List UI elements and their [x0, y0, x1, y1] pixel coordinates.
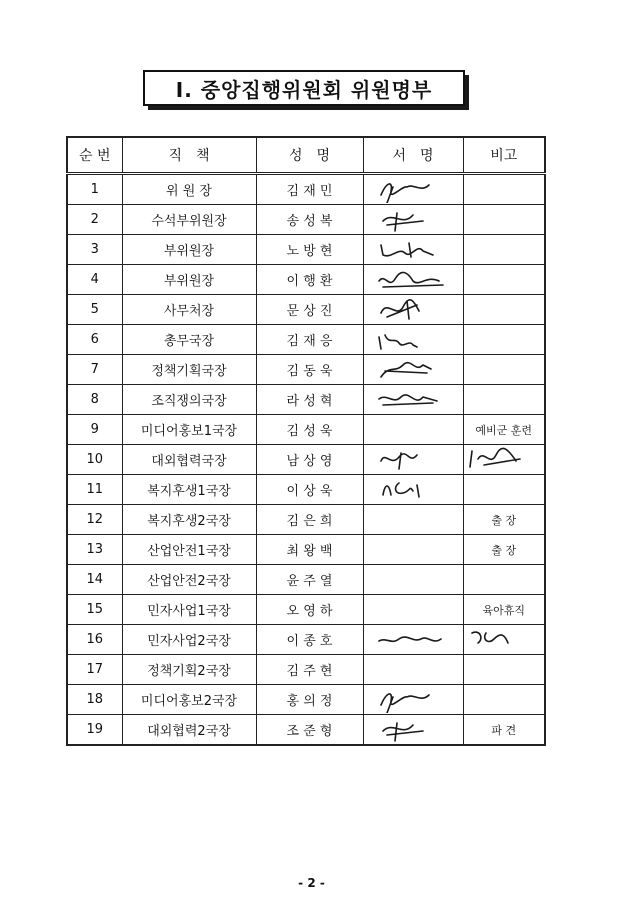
- row-name: 홍 의 정: [256, 685, 363, 715]
- row-remarks: [463, 685, 545, 715]
- remarks-signature: [464, 625, 544, 651]
- row-remarks: [463, 355, 545, 385]
- row-name: 송 성 복: [256, 205, 363, 235]
- row-number: 2: [67, 205, 122, 235]
- header-number: 순 번: [67, 137, 122, 174]
- row-number: 13: [67, 535, 122, 565]
- row-position: 부위원장: [122, 265, 256, 295]
- row-position: 총무국장: [122, 325, 256, 355]
- row-remarks: [463, 655, 545, 685]
- row-name: 김 성 욱: [256, 415, 363, 445]
- remarks-signature: [464, 445, 544, 471]
- row-remarks: [463, 505, 545, 535]
- row-number: 12: [67, 505, 122, 535]
- row-name: 조 준 형: [256, 715, 363, 746]
- table-row: [67, 325, 545, 355]
- row-remarks: [463, 565, 545, 595]
- row-position: 위 원 장: [122, 174, 256, 205]
- row-number: 16: [67, 625, 122, 655]
- row-position: 복지후생1국장: [122, 475, 256, 505]
- row-name: 윤 주 열: [256, 565, 363, 595]
- row-remarks-text: 육아휴직: [482, 603, 525, 617]
- row-remarks: [463, 715, 545, 746]
- row-name: 남 상 영: [256, 445, 363, 475]
- table-row: [67, 655, 545, 685]
- handwritten-signature: [373, 477, 453, 503]
- row-remarks: [463, 235, 545, 265]
- row-remarks: [463, 415, 545, 445]
- row-remarks-text: 출 장: [491, 543, 517, 557]
- row-position: 정책기획2국장: [122, 655, 256, 685]
- row-remarks: [463, 205, 545, 235]
- row-position: 수석부위원장: [122, 205, 256, 235]
- row-number: 5: [67, 295, 122, 325]
- committee-roster-table: [66, 136, 546, 746]
- row-position: 정책기획국장: [122, 355, 256, 385]
- table-row: [67, 415, 545, 445]
- table-row: [67, 595, 545, 625]
- table-row: [67, 565, 545, 595]
- header-position: 직 책: [122, 137, 256, 174]
- handwritten-signature: [373, 177, 453, 203]
- handwritten-signature: [373, 687, 453, 713]
- row-signature: [363, 415, 463, 445]
- row-name: 이 행 환: [256, 265, 363, 295]
- row-position: 민자사업1국장: [122, 595, 256, 625]
- handwritten-signature: [373, 297, 453, 323]
- row-remarks-text: 파 견: [491, 723, 517, 737]
- table-row: [67, 385, 545, 415]
- row-name: 이 종 호: [256, 625, 363, 655]
- handwritten-signature: [373, 627, 453, 653]
- row-name: 최 왕 백: [256, 535, 363, 565]
- row-position: 복지후생2국장: [122, 505, 256, 535]
- row-number: 10: [67, 445, 122, 475]
- row-position: 대외협력2국장: [122, 715, 256, 746]
- row-signature: [363, 595, 463, 625]
- row-remarks: [463, 445, 545, 475]
- table-row: [67, 205, 545, 235]
- row-number: 15: [67, 595, 122, 625]
- row-remarks: [463, 385, 545, 415]
- table-row: [67, 715, 545, 746]
- table-header-row: [67, 137, 545, 174]
- row-position: 대외협력국장: [122, 445, 256, 475]
- document-title-frame: [143, 70, 469, 110]
- row-signature: [363, 235, 463, 265]
- row-number: 11: [67, 475, 122, 505]
- handwritten-signature: [373, 237, 453, 263]
- row-signature: [363, 445, 463, 475]
- row-name: 김 은 희: [256, 505, 363, 535]
- row-remarks: [463, 625, 545, 655]
- row-signature: [363, 265, 463, 295]
- row-name: 이 상 욱: [256, 475, 363, 505]
- handwritten-signature: [373, 267, 453, 293]
- header-signature: 서 명: [363, 137, 463, 174]
- row-remarks: [463, 475, 545, 505]
- row-signature: [363, 505, 463, 535]
- handwritten-signature: [373, 447, 453, 473]
- row-name: 김 주 현: [256, 655, 363, 685]
- row-number: 6: [67, 325, 122, 355]
- table-row: [67, 295, 545, 325]
- handwritten-signature: [373, 327, 453, 353]
- table-row: [67, 625, 545, 655]
- header-remarks: 비고: [463, 137, 545, 174]
- table-row: [67, 535, 545, 565]
- row-remarks: [463, 535, 545, 565]
- row-signature: [363, 205, 463, 235]
- row-position: 산업안전2국장: [122, 565, 256, 595]
- row-signature: [363, 174, 463, 205]
- page-number: - 2 -: [298, 876, 325, 890]
- row-signature: [363, 535, 463, 565]
- row-remarks: [463, 325, 545, 355]
- table-row: [67, 475, 545, 505]
- row-name: 김 동 욱: [256, 355, 363, 385]
- row-signature: [363, 355, 463, 385]
- row-remarks-text: 예비군 훈련: [475, 423, 533, 437]
- row-position: 조직쟁의국장: [122, 385, 256, 415]
- row-position: 부위원장: [122, 235, 256, 265]
- handwritten-signature: [373, 717, 453, 743]
- handwritten-signature: [373, 387, 453, 413]
- row-position: 사무처장: [122, 295, 256, 325]
- handwritten-signature: [373, 207, 453, 233]
- row-signature: [363, 385, 463, 415]
- row-signature: [363, 475, 463, 505]
- row-number: 19: [67, 715, 122, 746]
- row-signature: [363, 715, 463, 746]
- row-name: 김 재 응: [256, 325, 363, 355]
- row-remarks-text: 출 장: [491, 513, 517, 527]
- row-position: 산업안전1국장: [122, 535, 256, 565]
- table-row: [67, 355, 545, 385]
- header-name: 성 명: [256, 137, 363, 174]
- table-row: [67, 174, 545, 205]
- row-signature: [363, 565, 463, 595]
- row-name: 문 상 진: [256, 295, 363, 325]
- row-name: 노 방 현: [256, 235, 363, 265]
- row-position: 민자사업2국장: [122, 625, 256, 655]
- row-remarks: [463, 295, 545, 325]
- row-signature: [363, 655, 463, 685]
- row-position: 미디어홍보2국장: [122, 685, 256, 715]
- row-name: 라 성 혁: [256, 385, 363, 415]
- row-number: 17: [67, 655, 122, 685]
- row-number: 14: [67, 565, 122, 595]
- row-signature: [363, 325, 463, 355]
- row-remarks: [463, 174, 545, 205]
- row-name: 오 영 하: [256, 595, 363, 625]
- row-number: 8: [67, 385, 122, 415]
- table-row: [67, 235, 545, 265]
- row-remarks: [463, 265, 545, 295]
- row-signature: [363, 625, 463, 655]
- row-number: 4: [67, 265, 122, 295]
- table-row: [67, 685, 545, 715]
- row-position: 미디어홍보1국장: [122, 415, 256, 445]
- row-name: 김 재 민: [256, 174, 363, 205]
- handwritten-signature: [373, 357, 453, 383]
- table-row: [67, 505, 545, 535]
- row-number: 18: [67, 685, 122, 715]
- row-number: 1: [67, 174, 122, 205]
- row-signature: [363, 295, 463, 325]
- table-row: [67, 265, 545, 295]
- table-row: [67, 445, 545, 475]
- row-remarks: [463, 595, 545, 625]
- row-number: 3: [67, 235, 122, 265]
- row-number: 7: [67, 355, 122, 385]
- row-signature: [363, 685, 463, 715]
- row-number: 9: [67, 415, 122, 445]
- page-title: Ⅰ. 중앙집행위원회 위원명부: [143, 70, 465, 106]
